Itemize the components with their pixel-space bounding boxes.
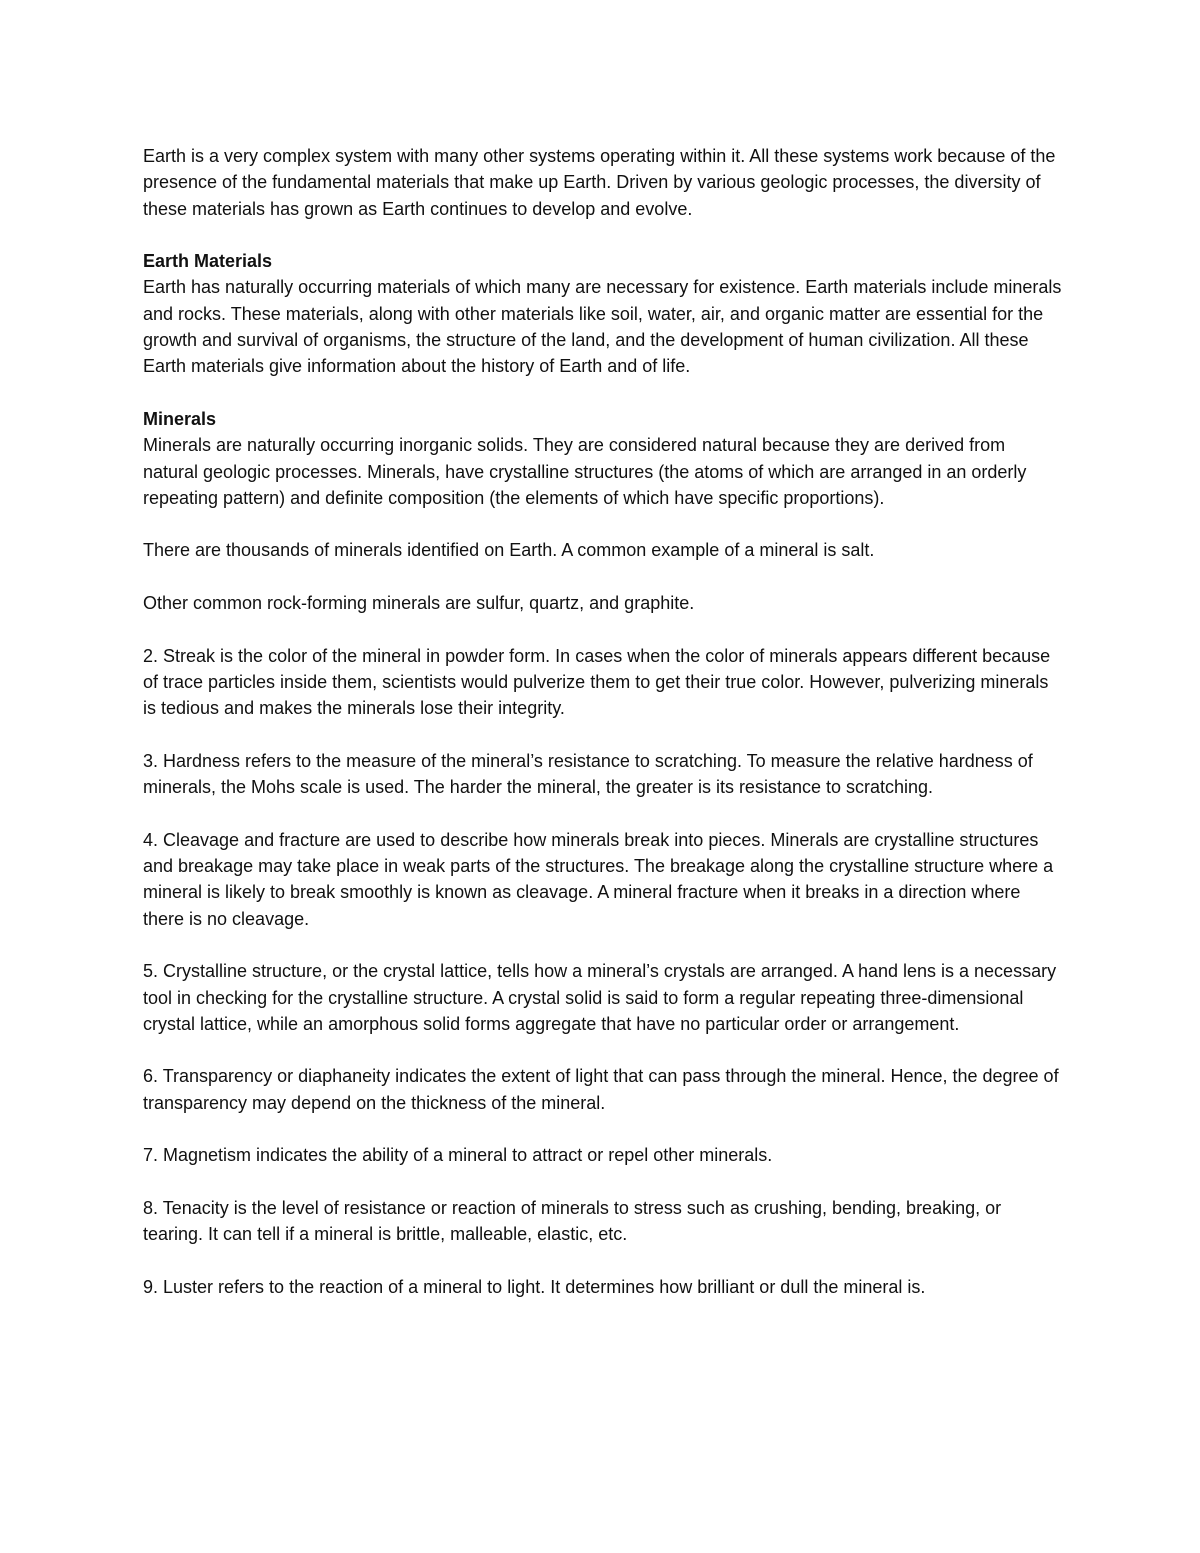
- minerals-heading: Minerals: [143, 408, 217, 429]
- item-text: Crystalline structure, or the crystal lattice, tells how a mineral’s crystals are arranged. A hand lens is a necessary tool in checking for the crystalline structure. A crystal solid is said to form a regular repeating three-dimensional crystal lattice, while an amorphous solid forms aggregate that have no particular order or arrangement.: [143, 961, 1057, 1034]
- document-body: [143, 143, 1063, 1326]
- item-number: 6.: [143, 1066, 159, 1087]
- list-item-cleavage: [143, 827, 1063, 932]
- list-item-tenacity: [143, 1195, 1063, 1248]
- item-text: Magnetism indicates the ability of a mineral to attract or repel other minerals.: [158, 1145, 773, 1166]
- thousands-paragraph: There are thousands of minerals identified on Earth. A common example of a mineral is salt.: [143, 540, 875, 561]
- item-text: Tenacity is the level of resistance or reaction of minerals to stress such as crushing, bending, breaking, or tearing. It can tell if a mineral is brittle, malleable, elastic, etc.: [143, 1197, 1002, 1245]
- item-text: Cleavage and fracture are used to describe how minerals break into pieces. Minerals are crystalline structures and breakage may take place in weak parts of the structures. The breakage along the crystalline structure where a mineral is likely to break smoothly is known as cleavage. A mineral fracture when it breaks in a direction where there is no cleavage.: [143, 829, 1054, 929]
- earth-materials-section: [143, 248, 1063, 379]
- item-number: 3.: [143, 750, 159, 771]
- item-text: Transparency or diaphaneity indicates the extent of light that can pass through the mineral. Hence, the degree of transparency may depend on the thickness of the mineral.: [143, 1066, 1059, 1113]
- earth-materials-heading: Earth Materials: [143, 251, 273, 272]
- list-item-transparency: [143, 1063, 1063, 1116]
- item-number: 7.: [143, 1145, 159, 1166]
- item-text: Luster refers to the reaction of a mineral to light. It determines how brilliant or dull the mineral is.: [158, 1276, 926, 1297]
- minerals-text: Minerals are naturally occurring inorganic solids. They are considered natural because they are derived from natural geologic processes. Minerals, have crystalline structures (the atoms of which are arranged in an orderly repeating pattern) and definite composition (the elements of which have specific proportions).: [143, 435, 1027, 508]
- list-item-hardness: [143, 748, 1063, 801]
- item-number: 2.: [143, 645, 159, 666]
- item-number: 4.: [143, 829, 159, 850]
- list-item-luster: [143, 1274, 1063, 1300]
- intro-paragraph: Earth is a very complex system with many other systems operating within it. All these systems work because of the presence of the fundamental materials that make up Earth. Driven by various geologic processes, the diversity of these materials has grown as Earth continues to develop and evolve.: [143, 146, 1056, 219]
- item-number: 8.: [143, 1197, 159, 1218]
- item-number: 9.: [143, 1276, 159, 1297]
- list-item-magnetism: [143, 1142, 1063, 1168]
- item-number: 5.: [143, 961, 159, 982]
- minerals-section: [143, 406, 1063, 511]
- item-text: Streak is the color of the mineral in powder form. In cases when the color of minerals appears different because of trace particles inside them, scientists would pulverize them to get their true color. However, pulverizing minerals is tedious and makes the minerals lose their integrity.: [143, 645, 1051, 719]
- earth-materials-text: Earth has naturally occurring materials of which many are necessary for existence. Earth materials include minerals and rocks. These materials, along with other materials like soil, water, air, and organic matter are essential for the growth and survival of organisms, the structure of the land, and the development of human civilization. All these Earth materials give information about the history of Earth and of life.: [143, 277, 1062, 377]
- list-item-streak: [143, 643, 1063, 722]
- list-item-crystalline: [143, 958, 1063, 1037]
- other-minerals-paragraph: Other common rock-forming minerals are sulfur, quartz, and graphite.: [143, 593, 695, 614]
- item-text: Hardness refers to the measure of the mineral’s resistance to scratching. To measure the relative hardness of minerals, the Mohs scale is used. The harder the mineral, the greater is its resistance to scratching.: [143, 750, 1033, 798]
